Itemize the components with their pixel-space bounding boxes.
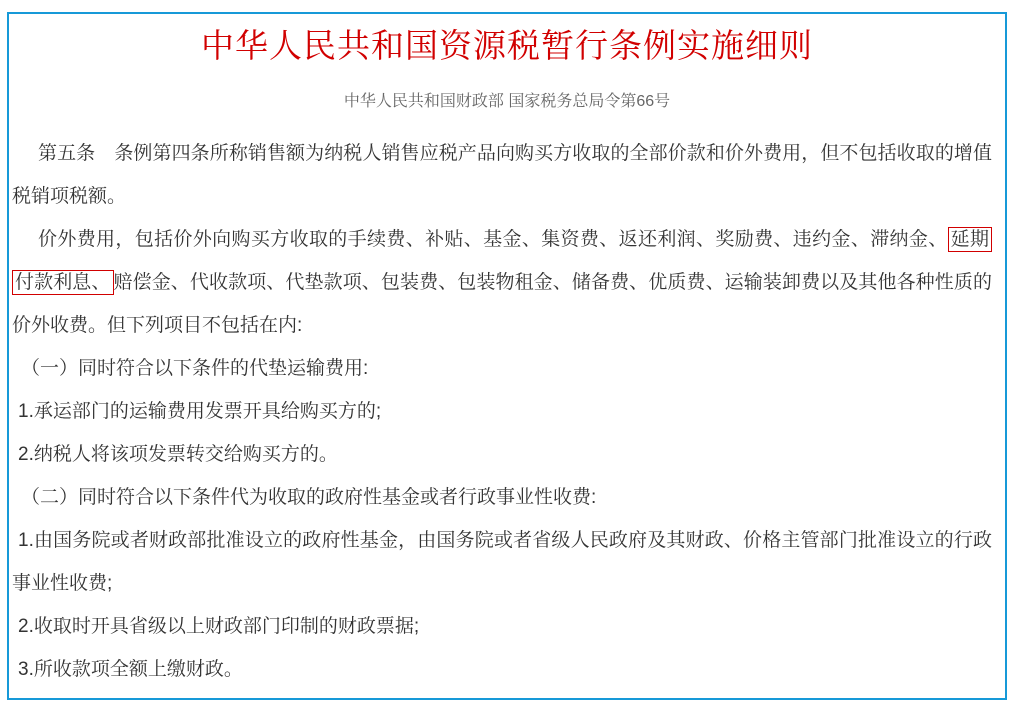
document-title: 中华人民共和国资源税暂行条例实施细则 [201,27,813,64]
paragraph-article-5: 第五条 条例第四条所称销售额为纳税人销售应税产品向购买方收取的全部价款和价外费用，但不包括收取的增值税销项税额。 [12,143,992,207]
item-two-heading: （二）同时符合以下条件代为收取的政府性基金或者行政事业性收费: [21,487,597,508]
extra-charges-text-before: 价外费用，包括价外向购买方收取的手续费、补贴、基金、集资费、返还利润、奖励费、违约金、滞纳金、 [38,229,948,250]
item-one-point-2: 2.纳税人将该项发票转交给购买方的。 [18,444,338,465]
item-two-point-3: 3.所收款项全额上缴财政。 [18,659,243,680]
item-two-point-1: 1.由国务院或者财政部批准设立的政府性基金，由国务院或者省级人民政府及其财政、价格主管部门批准设立的行政事业性收费; [12,530,992,594]
document-body [12,132,992,691]
item-two-point-2: 2.收取时开具省级以上财政部门印制的财政票据; [18,616,420,637]
extra-charges-text-after: 赔偿金、代收款项、代垫款项、包装费、包装物租金、储备费、优质费、运输装卸费以及其他各种性质的价外收费。但下列项目不包括在内: [12,272,992,336]
paragraph-extra-charges [12,218,992,347]
highlight-box-payment-interest: 付款利息、 [12,270,114,295]
document-page-border [7,12,1007,700]
item-one-heading: （一）同时符合以下条件的代垫运输费用: [21,358,369,379]
item-one-point-1: 1.承运部门的运输费用发票开具给购买方的; [18,401,382,422]
document-subtitle: 中华人民共和国财政部 国家税务总局令第66号 [343,93,671,110]
highlight-box-deferred: 延期 [948,227,992,252]
